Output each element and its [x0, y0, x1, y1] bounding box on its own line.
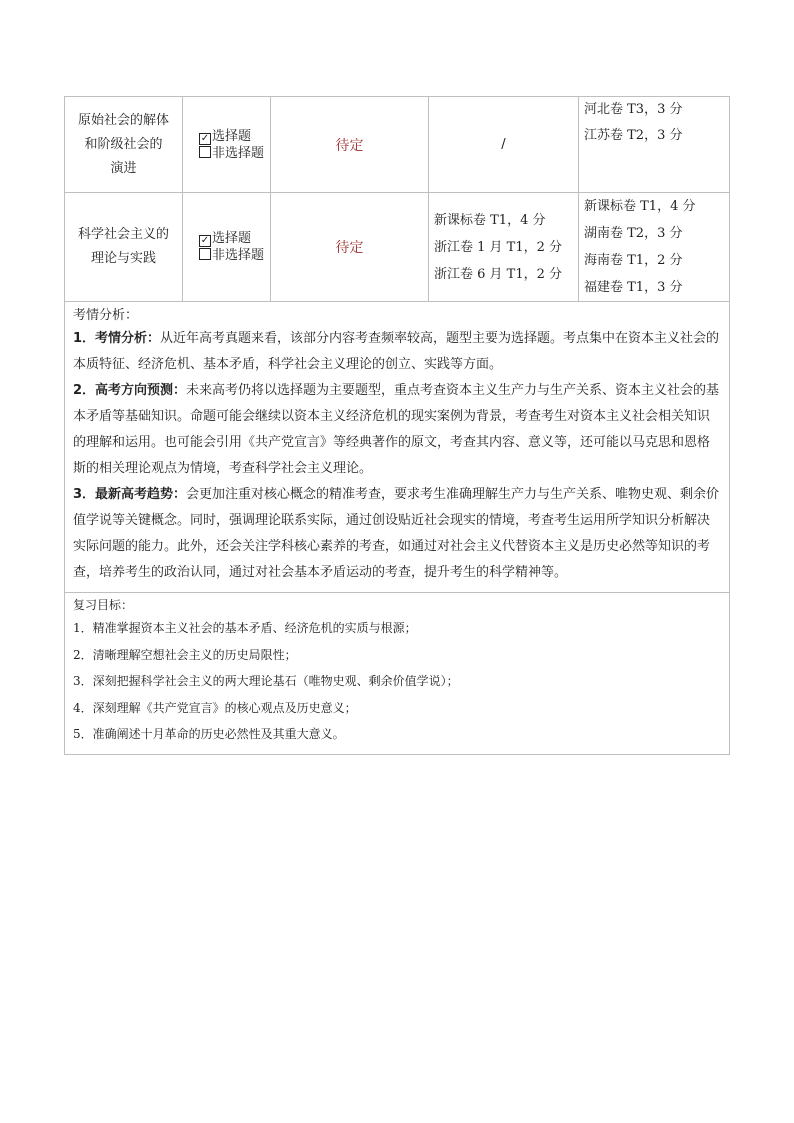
analysis-heading: 考情分析：: [73, 308, 139, 323]
exam-entry: 湖南卷 T2，3 分: [584, 226, 683, 241]
analysis-item: [73, 378, 721, 482]
status-cell: 待定: [271, 97, 429, 193]
exam-entry: 福建卷 T1，3 分: [584, 280, 683, 295]
goal-item: 1．精准掌握资本主义社会的基本矛盾、经济危机的实质与根源；: [73, 621, 417, 635]
exam-cell-2024: [429, 193, 579, 302]
table-row: [65, 97, 730, 193]
analysis-item: [73, 482, 721, 586]
exam-entry: 海南卷 T1，2 分: [584, 253, 683, 268]
topic-line: 科学社会主义的: [77, 227, 169, 242]
goals-cell: [65, 593, 730, 755]
exam-entry: 浙江卷 6 月 T1，2 分: [434, 266, 563, 282]
checked-box-icon[interactable]: ✓: [200, 235, 210, 246]
status-cell: 待定: [271, 193, 429, 302]
question-type-cell: [183, 193, 271, 302]
exam-cell-2023: [579, 97, 730, 193]
analysis-row: [65, 302, 730, 593]
goal-item: 3．深刻把握科学社会主义的两大理论基石（唯物史观、剩余价值学说）；: [73, 674, 459, 688]
exam-entry: 浙江卷 1 月 T1，2 分: [434, 239, 563, 255]
topic-line: 演进: [110, 160, 137, 176]
topic-cell: [65, 193, 183, 302]
goal-item: 2．清晰理解空想社会主义的历史局限性；: [73, 647, 297, 662]
topic-line: 理论与实践: [90, 251, 156, 266]
choice-label: 选择题: [212, 128, 252, 144]
analysis-item-text: 未来高考仍将以选择题为主要题型，重点考查资本主义生产力与生产关系、资本主义社会的基本矛盾等基础知识。命题可能会继续以资本主义经济危机的现实案例为背景，考查考生对资本主义社会相关知识的理解和运用。也可能会引用《共产党宣言》等经典著作的原文，考查其内容、意义等，还可能以马克思和恩格斯的相关理论观点为情境，考查科学社会主义理论。: [73, 383, 720, 476]
choice-option[interactable]: [199, 128, 270, 145]
analysis-item-text: 从近年高考真题来看，该部分内容考查频率较高，题型主要为选择题。考点集中在资本主义社会的本质特征、经济危机、基本矛盾，科学社会主义理论的创立、实践等方面。: [73, 331, 720, 372]
goal-item: 5．准确阐述十月革命的历史必然性及其重大意义。: [73, 727, 345, 741]
checked-box-icon[interactable]: ✓: [200, 132, 210, 144]
analysis-item-label: 3．最新高考趋势：: [73, 487, 187, 502]
choice-label: 选择题: [212, 231, 252, 246]
choice-option[interactable]: [199, 230, 270, 247]
exam-entry: 新课标卷 T1，4 分: [434, 212, 546, 228]
analysis-item-label: 1．考情分析：: [73, 331, 161, 346]
document-page: [64, 96, 729, 755]
nonchoice-label: 非选择题: [212, 145, 265, 161]
exam-cell-2023: [579, 193, 730, 302]
topic-line: 和阶级社会的: [84, 136, 163, 152]
analysis-item: [73, 326, 721, 378]
goal-item: 4．深刻理解《共产党宣言》的核心观点及历史意义；: [73, 700, 357, 715]
nonchoice-label: 非选择题: [212, 248, 265, 263]
unchecked-box-icon[interactable]: [199, 248, 211, 260]
analysis-item-text: 会更加注重对核心概念的精准考查，要求考生准确理解生产力与生产关系、唯物史观、剩余价值学说等关键概念。同时，强调理论联系实际，通过创设贴近社会现实的情境，考查考生运用所学知识分析解决实际问题的能力。此外，还会关注学科核心素养的考查，如通过对社会主义代替资本主义是历史必然等知识的考查，培养考生的政治认同，通过对社会基本矛盾运动的考查，提升考生的科学精神等。: [73, 487, 720, 580]
topic-cell: [65, 97, 183, 193]
unchecked-box-icon[interactable]: [199, 146, 211, 158]
topic-line: 原始社会的解体: [77, 112, 169, 128]
exam-entry: 新课标卷 T1，4 分: [584, 199, 696, 214]
goals-row: [65, 593, 730, 755]
nonchoice-option[interactable]: [199, 145, 270, 162]
table-row: [65, 193, 730, 302]
exam-table: [64, 96, 730, 755]
exam-entry: 江苏卷 T2，3 分: [584, 128, 683, 143]
exam-entry: 河北卷 T3，3 分: [584, 102, 683, 117]
question-type-cell: [183, 97, 271, 193]
nonchoice-option[interactable]: [199, 247, 270, 264]
analysis-item-label: 2．高考方向预测：: [73, 383, 187, 398]
analysis-cell: [65, 302, 730, 593]
exam-cell-2024: /: [429, 97, 579, 193]
goals-heading: 复习目标：: [73, 598, 134, 612]
